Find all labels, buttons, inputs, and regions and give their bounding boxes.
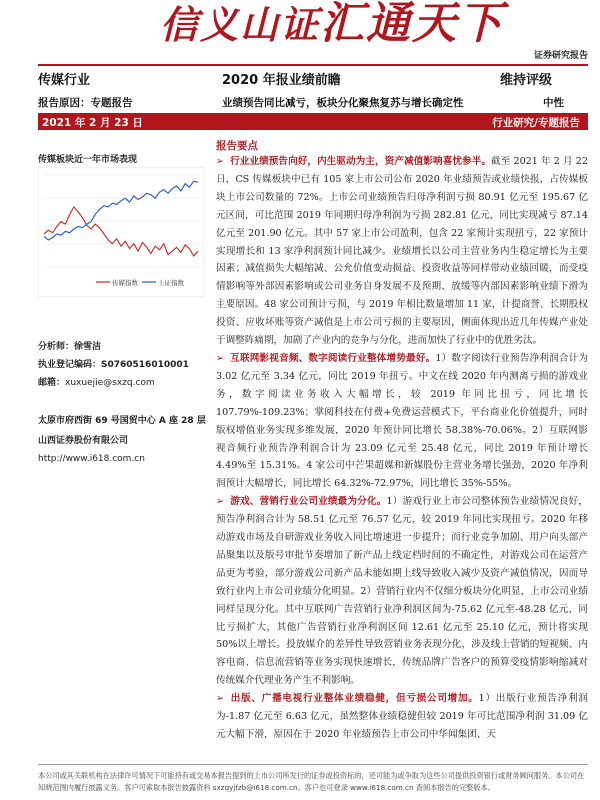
rating-label: 维持评级	[500, 73, 553, 88]
logo-text-part2: 汇通天下	[320, 0, 505, 49]
company-name: 山西证券股份有限公司	[38, 436, 129, 446]
logo-text-part1: 信义山证	[160, 2, 321, 47]
paragraph-3-text: 1）游戏行业上市公司整体预告业绩情况良好，预告净利润合计为 58.51 亿元至 76.57 亿元，较 2019 年同比实现扭亏。2020 年移动游戏市场及自研游戏业务收入同比增速进一步提升；而行业竞争加剧、用户向头部产品聚集以及版号审批节奏增加了新产品上线定档时间的不确定性，对游戏公司在运营产品更为考验，部分游戏公司新产品未能如期上线导致收入减少及资产减值情况，因而导致行业内上市公司业绩分化明显。2）营销行业内不仅细分板块分化明显，上市公司业绩同样呈现分化。其中互联网广告营销行业净利润区间为-75.62 亿元至-48.28 亿元，同比亏损扩大，其他广告营销行业净利润区间 12.61 亿元至 25.10 亿元，预计将实现 50%以上增长。投放媒介的差异性导致营销业务表现分化，涉及线上营销的短视频、内容电商、信息流营销等业务实现快速增长，传统品牌广告客户的预算受疫情影响缩减对传统媒介代理业务产生不利影响。	[216, 496, 589, 687]
summary-title: 报告要点	[216, 140, 258, 152]
bullet-arrow-icon: ➢	[216, 496, 225, 508]
paragraph-2-text: 1）数字阅读行业预告净利润合计为 3.02 亿元至 3.34 亿元，同比 2019 年扭亏。中文在线 2020 年内测离亏损的游戏业务，数字阅读业务收入大幅增长，较 2019 年同比扭亏，同比增长 107.79%-109.23%；掌阅科技在付费+免费运营模式下，平台商业化价值提升，同时版权增值业务实现多维发展，2020 年预计同比增长 58.38%-70.06%。2）互联网影视音频行业预告净利润合计为 23.09 亿元至 25.48 亿元，同比 2019 年预计增长 4.49%至 15.31%。4 家公司中芒果超媒和新媒股份主营业务增长强劲，2020 年净利润预计大幅增长，同比增长 64.32%-72.97%，同比增长 35%-55%。	[216, 352, 589, 490]
legend-label-media: 传媒指数	[112, 279, 138, 287]
report-title: 2020 年报业绩前瞻	[222, 73, 341, 88]
company-address: 太原市府西街 69 号国贸中心 A 座 28 层	[38, 416, 206, 426]
paragraph-2-highlight: 互联网影视音频、数字阅读行业整体增势最好。	[230, 352, 436, 364]
company-website[interactable]: http://www.i618.com.cn	[38, 454, 145, 464]
bullet-arrow-icon: ➢	[216, 352, 225, 364]
analyst-email[interactable]: xuxuejie@sxzq.com	[65, 378, 155, 388]
paragraph-3	[216, 493, 588, 690]
paragraph-1-highlight: 行业业绩预告向好，内生驱动为主，资产减值影响喜忧参半。	[230, 156, 492, 167]
legend-label-shanghai: 上证指数	[158, 279, 184, 287]
report-subtitle: 业绩预告同比减亏，板块分化聚焦复苏与增长确定性	[222, 97, 464, 109]
paragraph-1-text: 截至 2021 年 2 月 22 日，CS 传媒板块中已有 105 家上市公司公布 2020 年业绩预告或业绩快报，占传媒板块上市公司数量的 72%。上市公司业绩预告归母净利润亏损 80.91 亿元至 195.67 亿元区间，可比范围 2019 年同期归母净利润为亏损 282.81 亿元，同比实现减亏 87.14 亿元至 201.90 亿元。其中 57 家上市公司盈利，包含 22 家预计实现扭亏，22 家预计实现增长和 13 家净利润预计同比减少。业绩增长以公司主营业务内生稳定增长为主要因素；减值损失大幅缩减、公允价值变动损益、投资收益等同样带动业绩回暖，而受疫情影响等外部因素影响或公司业务自身发展不及预期、放缓等内部因素影响业绩下滑为主要原因。48 家公司预计亏损，与 2019 年相比数量增加 11 家，计提商誉、长期股权投资、应收坏账等资产减值是上市公司亏损的主要原因，侧面体现出近几年传媒产业处于调整阵痛期，加剧了产业内的竞争与分化，进而加快了行业中的优胜劣汰。	[216, 156, 589, 347]
brand-subtitle: 证券研究报告	[533, 51, 588, 61]
analyst-email-row	[38, 375, 155, 388]
analyst-cert: 执业登记编码：S0760516010001	[38, 360, 189, 370]
report-reason: 报告原因：专题报告	[38, 97, 133, 109]
paragraph-4	[216, 690, 588, 744]
report-date: 2021 年 2 月 23 日	[42, 117, 143, 129]
market-chart-svg	[38, 167, 204, 297]
chart-title: 传媒板块近一年市场表现	[38, 155, 138, 165]
report-type: 行业研究/专题报告	[492, 117, 580, 129]
paragraph-4-highlight: 出版、广播电视行业整体业绩稳健，但亏损公司增加。	[230, 693, 479, 705]
paragraph-2	[216, 350, 588, 493]
industry-label: 传媒行业	[38, 73, 91, 88]
bullet-arrow-icon: ➢	[216, 156, 225, 167]
rating-value: 中性	[543, 97, 564, 109]
email-label: 邮箱：	[38, 378, 66, 388]
paragraph-1	[216, 153, 588, 350]
paragraph-3-highlight: 游戏、营销行业公司业绩最为分化。	[230, 496, 387, 508]
bullet-arrow-icon: ➢	[216, 693, 225, 705]
top-divider	[38, 64, 588, 66]
chart-frame	[38, 167, 204, 297]
date-bar	[38, 113, 588, 130]
footer-divider	[38, 764, 588, 765]
company-logo	[160, 0, 504, 49]
analyst-name: 分析师：徐雪洁	[38, 342, 102, 352]
summary-body	[216, 153, 588, 744]
paragraph-4-text: 1）出版行业预告净利润为-1.87 亿元至 6.63 亿元，虽然整体业绩稳健但较 2019 年可比范围净利润 31.09 亿元大幅下滑，原因在于 2020 年业绩预告上市公司中华闻集团、天	[216, 693, 588, 740]
market-chart	[38, 167, 204, 297]
footer-disclaimer: 本公司或其关联机构在法律许可情况下可能持有或交易本报告提到的上市公司所发行的证券或投资标的，还可能为或争取为这些公司提供投资银行或财务顾问服务。本公司在知晓范围内履行披露义务。客户可索取本报告披露资料 sxzqyjfzb@i618.com.cn。客户也可登录 www.i618.com.cn 查阅本报告的完整版本。	[38, 771, 585, 792]
